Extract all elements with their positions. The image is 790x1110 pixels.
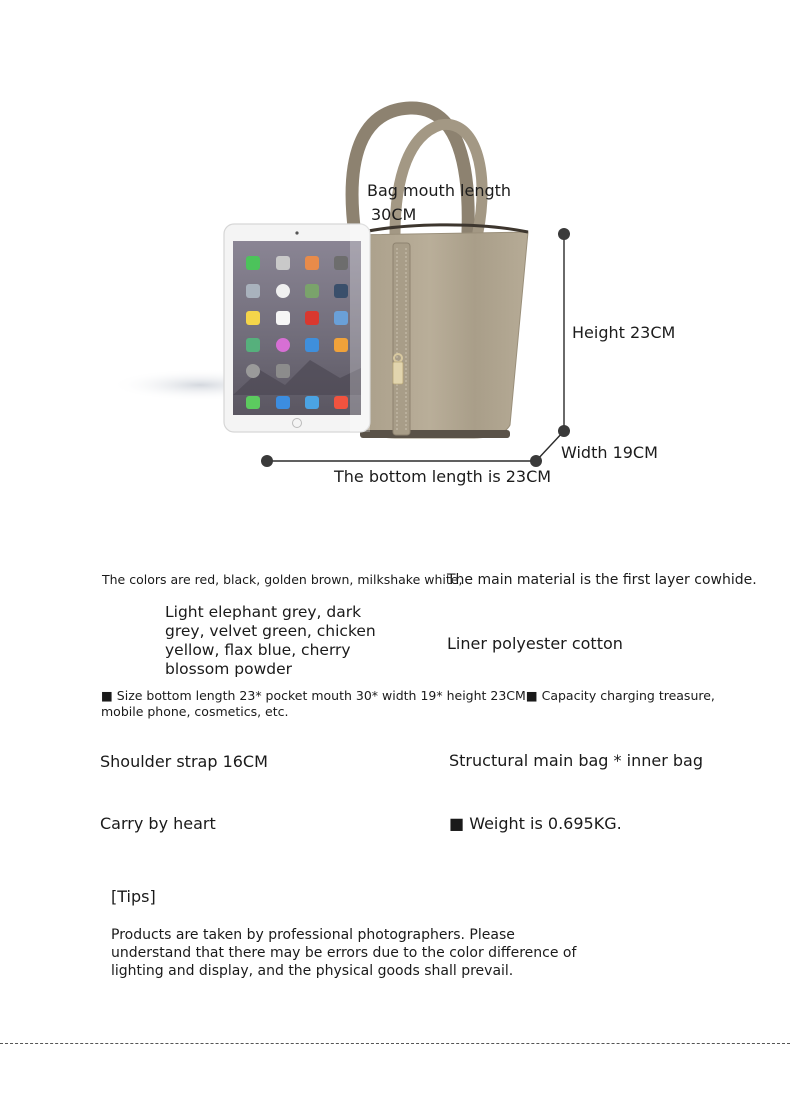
bottom-length-label: The bottom length is 23CM (334, 467, 552, 486)
bag-illustration (0, 0, 790, 520)
colors-intro: The colors are red, black, golden brown, milkshake white, (102, 572, 463, 587)
shoulder-strap-text: Shoulder strap 16CM (100, 752, 268, 771)
tips-body: Products are taken by professional photographers. Please understand that there may be errors due to the color difference of lighting and display, and the physical goods shall prevail. (111, 927, 577, 979)
material-text: The main material is the first layer cowhide. (447, 572, 757, 588)
width-label: Width 19CM (561, 443, 658, 462)
height-label: Height 23CM (572, 323, 676, 342)
structure-text: Structural main bag * inner bag (449, 751, 703, 770)
tips-title: [Tips] (111, 887, 156, 906)
size-capacity-text: ■ Size bottom length 23* pocket mouth 30* width 19* height 23CM■ Capacity charging treasure, mobile phone, cosmetics, etc. (101, 688, 715, 719)
weight-text: ■ Weight is 0.695KG. (449, 814, 622, 833)
dashed-divider (0, 1043, 790, 1044)
bag-mouth-label: Bag mouth length (367, 181, 512, 200)
carry-text: Carry by heart (100, 814, 216, 833)
liner-text: Liner polyester cotton (447, 634, 623, 653)
product-dimension-image (0, 0, 790, 520)
bag-mouth-value: 30CM (371, 205, 417, 224)
colors-more: Light elephant grey, dark grey, velvet green, chicken yellow, flax blue, cherry blossom powder (165, 603, 376, 678)
